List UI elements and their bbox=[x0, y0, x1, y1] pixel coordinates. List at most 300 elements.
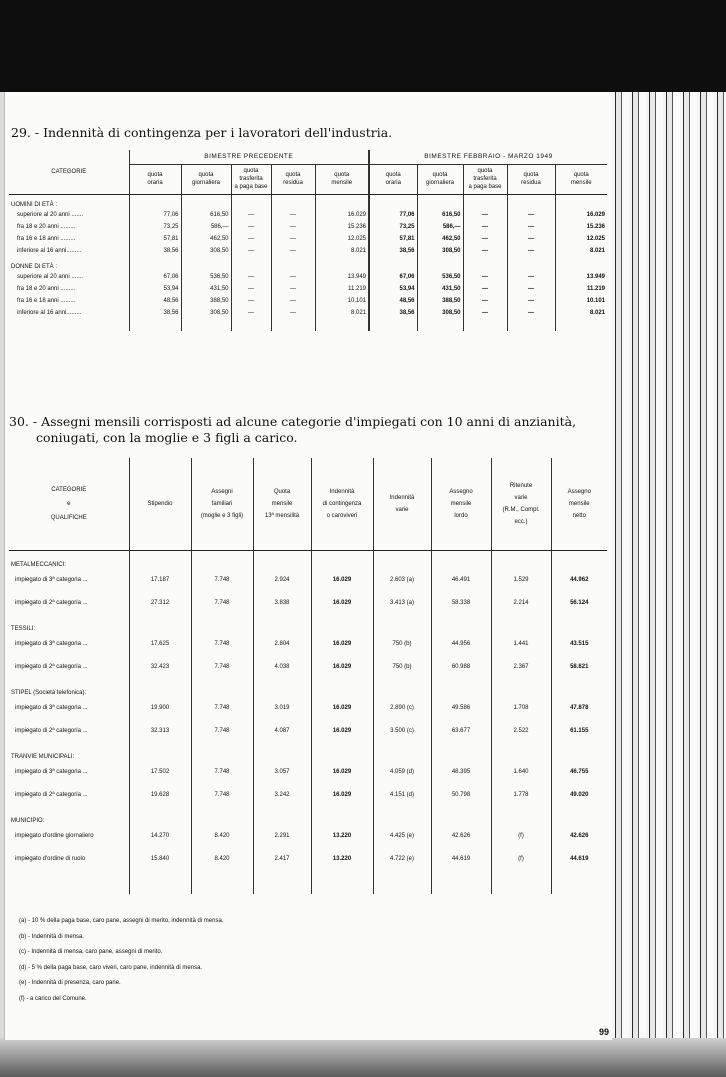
value-cell: 13.220 bbox=[311, 848, 373, 871]
column-header-line: a paga base bbox=[234, 184, 268, 190]
value-cell: 2.890 (c) bbox=[373, 697, 431, 720]
value-cell: 61.155 bbox=[551, 720, 607, 743]
column-header bbox=[507, 164, 555, 194]
empty-cell bbox=[129, 550, 191, 569]
column-header-line: Indennità bbox=[389, 494, 415, 501]
group-label: DONNE DI ETÀ : bbox=[11, 263, 58, 270]
value-cell: 12.025 bbox=[555, 233, 607, 245]
empty-cell bbox=[551, 615, 607, 633]
empty-cell bbox=[311, 679, 373, 697]
value-cell: 15.236 bbox=[315, 221, 369, 233]
row-label: inferiore al 16 anni......... bbox=[17, 309, 82, 316]
value-cell: — bbox=[507, 233, 555, 245]
value-cell: 48,56 bbox=[369, 295, 417, 307]
row-label: impiegato di 2ª categoria ... bbox=[15, 664, 88, 670]
value-cell: — bbox=[463, 221, 507, 233]
value-cell: 50.798 bbox=[431, 784, 491, 807]
group-row bbox=[9, 807, 607, 825]
column-header bbox=[555, 164, 607, 194]
value-cell: 1.529 bbox=[491, 569, 551, 592]
value-cell: — bbox=[507, 283, 555, 295]
value-cell: 46.755 bbox=[551, 761, 607, 784]
value-cell: — bbox=[231, 271, 271, 283]
column-header-line: Ritenute bbox=[509, 482, 533, 489]
value-cell: — bbox=[507, 245, 555, 257]
value-cell: 2.367 bbox=[491, 656, 551, 679]
empty-cell bbox=[373, 871, 431, 894]
footnote: (c) - Indennità di mensa, caro pane, assegni di merito. bbox=[19, 949, 163, 955]
value-cell: 16.029 bbox=[311, 656, 373, 679]
table-row bbox=[9, 307, 607, 319]
empty-cell bbox=[551, 679, 607, 697]
value-cell: — bbox=[271, 209, 315, 221]
column-header-line: giornaliera bbox=[425, 180, 455, 186]
group-label: MUNICIPIO: bbox=[11, 817, 45, 824]
column-header-row bbox=[9, 458, 607, 550]
value-cell: 10.101 bbox=[315, 295, 369, 307]
empty-cell bbox=[129, 194, 181, 209]
value-cell: 67,06 bbox=[369, 271, 417, 283]
column-header-line: trasferita bbox=[473, 176, 497, 182]
value-cell: 49.020 bbox=[551, 784, 607, 807]
group-row bbox=[9, 743, 607, 761]
value-cell: 17.187 bbox=[129, 569, 191, 592]
column-header-line: residua bbox=[521, 180, 541, 186]
monthly-salaries-table bbox=[9, 458, 607, 894]
empty-cell bbox=[463, 257, 507, 271]
column-header bbox=[373, 458, 431, 550]
empty-cell bbox=[271, 257, 315, 271]
value-cell: 616,50 bbox=[181, 209, 231, 221]
table-row bbox=[9, 592, 607, 615]
table-row bbox=[9, 233, 607, 245]
empty-cell bbox=[463, 194, 507, 209]
value-cell: 8.420 bbox=[191, 848, 253, 871]
value-cell: 308,50 bbox=[417, 307, 463, 319]
group-label: UOMINI DI ETÀ : bbox=[11, 201, 58, 208]
column-header-line: quota bbox=[385, 172, 401, 178]
footnotes bbox=[19, 914, 223, 1007]
value-cell: — bbox=[271, 221, 315, 233]
current-bimester-header: BIMESTRE FEBBRAIO - MARZO 1949 bbox=[369, 150, 607, 164]
value-cell: 46.491 bbox=[431, 569, 491, 592]
column-header-line: o caroviveri bbox=[326, 512, 358, 519]
value-cell: — bbox=[231, 209, 271, 221]
empty-cell bbox=[253, 871, 311, 894]
footnote: (f) - a carico del Comune. bbox=[19, 995, 87, 1002]
value-cell: 2.522 bbox=[491, 720, 551, 743]
empty-cell bbox=[373, 679, 431, 697]
value-cell: 44.619 bbox=[431, 848, 491, 871]
value-cell: (f) bbox=[491, 848, 551, 871]
value-cell: 586,— bbox=[417, 221, 463, 233]
value-cell: 431,50 bbox=[181, 283, 231, 295]
empty-cell bbox=[253, 679, 311, 697]
empty-cell bbox=[191, 679, 253, 697]
value-cell: 7.748 bbox=[191, 720, 253, 743]
value-cell: 14.270 bbox=[129, 825, 191, 848]
value-cell: 2.603 (a) bbox=[373, 569, 431, 592]
empty-cell bbox=[129, 807, 191, 825]
column-header-line: varie bbox=[395, 506, 409, 513]
section-30-heading bbox=[9, 414, 609, 446]
value-cell: 77,06 bbox=[129, 209, 181, 221]
value-cell: — bbox=[271, 271, 315, 283]
column-header bbox=[253, 458, 311, 550]
value-cell: 11.219 bbox=[315, 283, 369, 295]
value-cell: 11.219 bbox=[555, 283, 607, 295]
empty-cell bbox=[491, 679, 551, 697]
empty-cell bbox=[431, 743, 491, 761]
value-cell: 32.423 bbox=[129, 656, 191, 679]
value-cell: 4.151 (d) bbox=[373, 784, 431, 807]
scan-border-bottom bbox=[0, 1038, 726, 1077]
empty-cell bbox=[271, 319, 315, 331]
section-29-title: - Indennità di contingenza per i lavoratori dell'industria. bbox=[34, 125, 393, 140]
group-header-row bbox=[9, 150, 607, 164]
value-cell: 16.029 bbox=[311, 592, 373, 615]
value-cell: 67,06 bbox=[129, 271, 181, 283]
value-cell: — bbox=[271, 307, 315, 319]
empty-cell bbox=[311, 807, 373, 825]
table-row bbox=[9, 209, 607, 221]
column-header-line: quota bbox=[334, 172, 350, 178]
value-cell: 3.057 bbox=[253, 761, 311, 784]
column-header-line: quota bbox=[147, 172, 163, 178]
value-cell: 8.420 bbox=[191, 825, 253, 848]
value-cell: 2.804 bbox=[253, 633, 311, 656]
section-30-number: 30. bbox=[9, 414, 29, 429]
column-header bbox=[463, 164, 507, 194]
value-cell: 586,— bbox=[181, 221, 231, 233]
row-label: impiegato di 2ª categoria ... bbox=[15, 600, 88, 606]
empty-cell bbox=[231, 257, 271, 271]
column-header-line: mensile bbox=[450, 500, 472, 507]
value-cell: 7.748 bbox=[191, 592, 253, 615]
empty-cell bbox=[431, 615, 491, 633]
column-header bbox=[129, 164, 181, 194]
value-cell: 60.988 bbox=[431, 656, 491, 679]
group-label: TESSILI: bbox=[11, 625, 36, 632]
value-cell: 2.291 bbox=[253, 825, 311, 848]
row-label: impiegato d'ordine di ruolo bbox=[15, 856, 86, 862]
value-cell: — bbox=[231, 295, 271, 307]
value-cell: 12.025 bbox=[315, 233, 369, 245]
column-header-line: Stipendio bbox=[147, 500, 173, 507]
value-cell: 38,56 bbox=[129, 245, 181, 257]
value-cell: 8.021 bbox=[555, 245, 607, 257]
value-cell: — bbox=[463, 233, 507, 245]
value-cell: — bbox=[271, 245, 315, 257]
column-header-line: quota bbox=[285, 172, 301, 178]
value-cell: 57,81 bbox=[129, 233, 181, 245]
scan-page-edges-right bbox=[612, 92, 726, 1077]
value-cell: 7.748 bbox=[191, 656, 253, 679]
column-header-line: Indennità bbox=[329, 488, 355, 495]
value-cell: — bbox=[463, 209, 507, 221]
column-header bbox=[231, 164, 271, 194]
column-header bbox=[311, 458, 373, 550]
group-label: METALMECCANICI: bbox=[11, 561, 66, 568]
row-label: impiegato di 3ª categoria ... bbox=[15, 577, 88, 583]
value-cell: 2.924 bbox=[253, 569, 311, 592]
column-header-line: (moglie e 3 figli) bbox=[200, 512, 244, 519]
footnote: (b) - Indennità di mensa. bbox=[19, 933, 85, 940]
value-cell: 4.059 (d) bbox=[373, 761, 431, 784]
empty-cell bbox=[373, 807, 431, 825]
empty-cell bbox=[551, 871, 607, 894]
empty-cell bbox=[311, 615, 373, 633]
value-cell: 63.677 bbox=[431, 720, 491, 743]
empty-cell bbox=[191, 807, 253, 825]
column-header-line: lordo bbox=[454, 512, 468, 519]
value-cell: 38,56 bbox=[129, 307, 181, 319]
column-header-line: quota bbox=[432, 172, 448, 178]
categories-header: CATEGORIE bbox=[9, 150, 129, 194]
value-cell: 8.021 bbox=[315, 245, 369, 257]
table-row bbox=[9, 245, 607, 257]
column-header-line: giornaliera bbox=[191, 180, 221, 186]
empty-cell bbox=[181, 194, 231, 209]
table-bottom-row bbox=[9, 319, 607, 331]
value-cell: 3.019 bbox=[253, 697, 311, 720]
value-cell: 8.021 bbox=[315, 307, 369, 319]
empty-cell bbox=[181, 257, 231, 271]
empty-cell bbox=[417, 194, 463, 209]
value-cell: — bbox=[463, 295, 507, 307]
empty-cell bbox=[417, 257, 463, 271]
scan-dark-border-top bbox=[0, 0, 726, 92]
empty-cell bbox=[315, 257, 369, 271]
value-cell: 536,50 bbox=[181, 271, 231, 283]
contingency-allowance-table bbox=[9, 150, 607, 331]
value-cell: — bbox=[271, 295, 315, 307]
column-header bbox=[271, 164, 315, 194]
group-row bbox=[9, 615, 607, 633]
column-header-line: oraria bbox=[147, 180, 163, 186]
footnote: (e) - Indennità di presenza, caro pane. bbox=[19, 980, 121, 986]
empty-cell bbox=[507, 319, 555, 331]
empty-cell bbox=[191, 743, 253, 761]
column-header bbox=[369, 164, 417, 194]
empty-cell bbox=[231, 194, 271, 209]
footnote: (a) - 10 % della paga base, caro pane, assegni di merito, indennità di mensa. bbox=[19, 918, 224, 924]
value-cell: — bbox=[463, 271, 507, 283]
column-header bbox=[191, 458, 253, 550]
table-row bbox=[9, 633, 607, 656]
section-29-number: 29. bbox=[11, 125, 31, 140]
value-cell: 13.949 bbox=[555, 271, 607, 283]
value-cell: 49.586 bbox=[431, 697, 491, 720]
document-page bbox=[4, 92, 612, 1040]
table-row bbox=[9, 656, 607, 679]
table-bottom-row bbox=[9, 871, 607, 894]
value-cell: 388,50 bbox=[417, 295, 463, 307]
value-cell: 17.625 bbox=[129, 633, 191, 656]
value-cell: — bbox=[271, 283, 315, 295]
row-label: fra 16 e 18 anni ......... bbox=[17, 297, 76, 304]
column-header-line: oraria bbox=[385, 180, 401, 186]
value-cell: 38,56 bbox=[369, 307, 417, 319]
empty-cell bbox=[181, 319, 231, 331]
value-cell: 16.029 bbox=[311, 633, 373, 656]
value-cell: 48.395 bbox=[431, 761, 491, 784]
empty-cell bbox=[253, 615, 311, 633]
empty-cell bbox=[9, 319, 129, 331]
value-cell: 2.214 bbox=[491, 592, 551, 615]
empty-cell bbox=[369, 257, 417, 271]
empty-cell bbox=[311, 743, 373, 761]
empty-cell bbox=[431, 871, 491, 894]
group-row bbox=[9, 257, 607, 271]
empty-cell bbox=[369, 194, 417, 209]
column-header-line: quota bbox=[573, 172, 589, 178]
value-cell: 38,56 bbox=[369, 245, 417, 257]
column-header bbox=[417, 164, 463, 194]
column-header-line: Assegno bbox=[567, 488, 591, 495]
column-header-line: quota bbox=[523, 172, 539, 178]
empty-cell bbox=[315, 194, 369, 209]
empty-cell bbox=[369, 319, 417, 331]
value-cell: 58.338 bbox=[431, 592, 491, 615]
column-header-line: (R.M., Compl. bbox=[502, 506, 540, 513]
value-cell: 27.312 bbox=[129, 592, 191, 615]
empty-cell bbox=[129, 257, 181, 271]
column-header bbox=[181, 164, 231, 194]
column-header-line: residua bbox=[283, 180, 303, 186]
empty-cell bbox=[231, 319, 271, 331]
column-header-line: mensile bbox=[331, 180, 353, 186]
value-cell: 13.220 bbox=[311, 825, 373, 848]
value-cell: 7.748 bbox=[191, 761, 253, 784]
table-row bbox=[9, 848, 607, 871]
value-cell: — bbox=[507, 271, 555, 283]
table-row bbox=[9, 697, 607, 720]
value-cell: 616,50 bbox=[417, 209, 463, 221]
value-cell: 3.242 bbox=[253, 784, 311, 807]
column-header bbox=[129, 458, 191, 550]
column-header-line: mensile bbox=[271, 500, 293, 507]
table-row bbox=[9, 271, 607, 283]
table-row bbox=[9, 283, 607, 295]
column-header-line: netto bbox=[572, 512, 586, 519]
value-cell: 750 (b) bbox=[373, 633, 431, 656]
column-header bbox=[431, 458, 491, 550]
section-30-title: - Assegni mensili corrisposti ad alcune categorie d'impiegati con 10 anni di anzianità, coniugati, con la moglie e 3 figli a carico. bbox=[32, 414, 577, 445]
value-cell: 16.029 bbox=[555, 209, 607, 221]
empty-cell bbox=[507, 257, 555, 271]
value-cell: 3.838 bbox=[253, 592, 311, 615]
value-cell: 8.021 bbox=[555, 307, 607, 319]
value-cell: 1.778 bbox=[491, 784, 551, 807]
value-cell: 16.029 bbox=[311, 569, 373, 592]
empty-cell bbox=[271, 194, 315, 209]
row-label: impiegato di 2ª categoria ... bbox=[15, 792, 88, 798]
column-header-line: varie bbox=[514, 494, 528, 501]
row-label: superiore al 20 anni ....... bbox=[17, 273, 84, 280]
value-cell: 2.417 bbox=[253, 848, 311, 871]
value-cell: 15.236 bbox=[555, 221, 607, 233]
value-cell: 7.748 bbox=[191, 784, 253, 807]
empty-cell bbox=[129, 743, 191, 761]
value-cell: 13.949 bbox=[315, 271, 369, 283]
value-cell: 1.708 bbox=[491, 697, 551, 720]
column-header-line: quota bbox=[198, 172, 214, 178]
value-cell: 7.748 bbox=[191, 633, 253, 656]
value-cell: 536,50 bbox=[417, 271, 463, 283]
empty-cell bbox=[551, 743, 607, 761]
row-label: fra 18 e 20 anni ......... bbox=[17, 285, 76, 292]
column-header-line: e bbox=[67, 500, 71, 507]
empty-cell bbox=[373, 615, 431, 633]
value-cell: 16.029 bbox=[311, 697, 373, 720]
value-cell: 388,50 bbox=[181, 295, 231, 307]
value-cell: 4.087 bbox=[253, 720, 311, 743]
column-header-line: Quota bbox=[273, 488, 291, 495]
value-cell: 308,50 bbox=[181, 245, 231, 257]
empty-cell bbox=[431, 807, 491, 825]
value-cell: — bbox=[231, 245, 271, 257]
column-header bbox=[491, 458, 551, 550]
empty-cell bbox=[555, 257, 607, 271]
column-header-line: Assegno bbox=[449, 488, 473, 495]
row-label: impiegato d'ordine giornaliero bbox=[15, 833, 94, 839]
empty-cell bbox=[191, 871, 253, 894]
row-label: fra 18 e 20 anni ......... bbox=[17, 223, 76, 230]
row-label: impiegato di 3ª categoria ... bbox=[15, 705, 88, 711]
value-cell: 16.029 bbox=[315, 209, 369, 221]
table-row bbox=[9, 295, 607, 307]
column-header-line: CATEGORIE bbox=[51, 486, 87, 493]
value-cell: 57,81 bbox=[369, 233, 417, 245]
value-cell: 462,50 bbox=[181, 233, 231, 245]
value-cell: — bbox=[507, 295, 555, 307]
row-label: impiegato di 3ª categoria ... bbox=[15, 641, 88, 647]
empty-cell bbox=[555, 319, 607, 331]
value-cell: 44.956 bbox=[431, 633, 491, 656]
column-header-line: a paga base bbox=[468, 184, 502, 190]
value-cell: (f) bbox=[491, 825, 551, 848]
value-cell: 42.626 bbox=[551, 825, 607, 848]
empty-cell bbox=[431, 679, 491, 697]
value-cell: 42.626 bbox=[431, 825, 491, 848]
column-header-line: mensile bbox=[570, 180, 592, 186]
table-row bbox=[9, 720, 607, 743]
value-cell: 53,94 bbox=[369, 283, 417, 295]
value-cell: 16.029 bbox=[311, 784, 373, 807]
row-label: impiegato di 3ª categoria ... bbox=[15, 769, 88, 775]
page-number: 99 bbox=[599, 1027, 610, 1037]
value-cell: 750 (b) bbox=[373, 656, 431, 679]
value-cell: 56.124 bbox=[551, 592, 607, 615]
row-label: superiore al 20 anni ....... bbox=[17, 211, 84, 218]
value-cell: 4.038 bbox=[253, 656, 311, 679]
empty-cell bbox=[491, 550, 551, 569]
column-header-line: di contingenza bbox=[322, 500, 362, 507]
column-header-line: ecc.) bbox=[514, 518, 528, 525]
value-cell: — bbox=[463, 245, 507, 257]
value-cell: — bbox=[507, 209, 555, 221]
column-header-line: 13ª mensilità bbox=[264, 512, 300, 519]
empty-cell bbox=[491, 743, 551, 761]
empty-cell bbox=[129, 679, 191, 697]
empty-cell bbox=[555, 194, 607, 209]
empty-cell bbox=[463, 319, 507, 331]
value-cell: 19.900 bbox=[129, 697, 191, 720]
value-cell: 1.441 bbox=[491, 633, 551, 656]
value-cell: 47.878 bbox=[551, 697, 607, 720]
empty-cell bbox=[417, 319, 463, 331]
